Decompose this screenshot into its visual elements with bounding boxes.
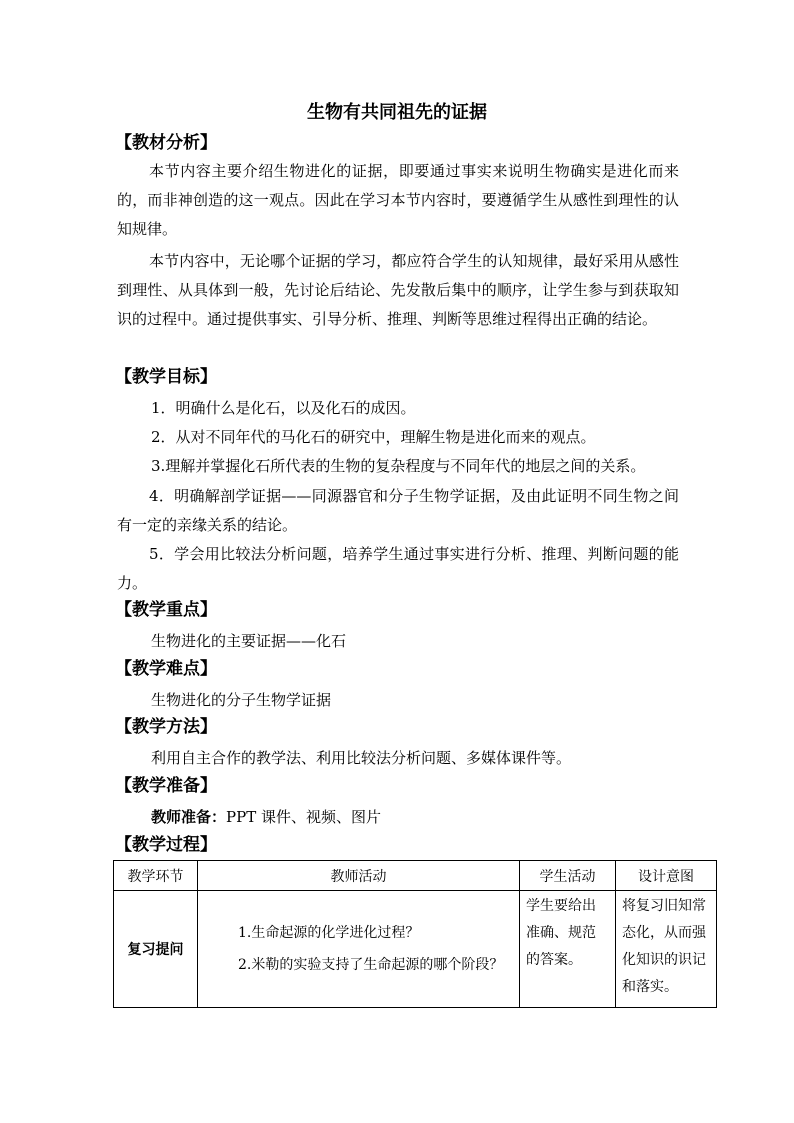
teacher-activity-cell (198, 891, 520, 1008)
table-header-row (114, 861, 717, 891)
goal-item: 2．从对不同年代的马化石的研究中，理解生物是进化而来的观点。 (151, 428, 596, 446)
goal-item: 5．学会用比较法分析问题，培养学生通过事实进行分析、推理、判断问题的能力。 (117, 545, 679, 592)
section-heading-key-points: 【教学重点】 (115, 600, 217, 620)
process-table (113, 860, 717, 1008)
section-heading-goals: 【教学目标】 (115, 367, 217, 387)
analysis-paragraph: 本节内容中，无论哪个证据的学习，都应符合学生的认知规律，最好采用从感性到理性、从具体到一般，先讨论后结论、先发散后集中的顺序，让学生参与到获取知识的过程中。通过提供事实、引导分析、推理、判断等思维过程得出正确的结论。 (117, 252, 679, 328)
section-heading-analysis: 【教材分析】 (115, 133, 217, 153)
section-heading-preparation: 【教学准备】 (115, 776, 217, 796)
stage-cell: 复习提问 (114, 891, 198, 1008)
column-header: 设计意图 (616, 861, 717, 891)
methods-text: 利用自主合作的教学法、利用比较法分析问题、多媒体课件等。 (151, 749, 572, 767)
difficulties-text: 生物进化的分子生物学证据 (151, 691, 332, 709)
column-header: 教学环节 (114, 861, 198, 891)
teacher-activity-item: 1.生命起源的化学进化过程？ (238, 925, 420, 941)
table-row (114, 891, 717, 1008)
analysis-paragraph: 本节内容主要介绍生物进化的证据，即要通过事实来说明生物确实是进化而来的，而非神创造的这一观点。因此在学习本节内容时，要遵循学生从感性到理性的认知规律。 (117, 162, 679, 238)
key-points-text: 生物进化的主要证据——化石 (151, 632, 347, 650)
preparation-label: 教师准备： (151, 808, 227, 826)
section-heading-process: 【教学过程】 (115, 835, 217, 855)
design-intent-cell: 将复习旧知常态化，从而强化知识的识记和落实。 (616, 891, 717, 1008)
section-heading-difficulties: 【教学难点】 (115, 659, 217, 679)
preparation-line (151, 803, 381, 831)
column-header: 教师活动 (198, 861, 520, 891)
goal-item: 3.理解并掌握化石所代表的生物的复杂程度与不同年代的地层之间的关系。 (151, 457, 646, 475)
goal-item: 1．明确什么是化石，以及化石的成因。 (151, 399, 416, 417)
teacher-activity-item: 2.米勒的实验支持了生命起源的哪个阶段？ (238, 957, 504, 973)
goal-item: 4．明确解剖学证据——同源器官和分子生物学证据，及由此证明不同生物之间有一定的亲缘关系的结论。 (117, 487, 679, 534)
student-activity-cell: 学生要给出准确、规范的答案。 (520, 891, 616, 1008)
preparation-text: PPT 课件、视频、图片 (226, 808, 381, 826)
page-title: 生物有共同祖先的证据 (307, 102, 487, 123)
column-header: 学生活动 (520, 861, 616, 891)
section-heading-methods: 【教学方法】 (115, 717, 217, 737)
